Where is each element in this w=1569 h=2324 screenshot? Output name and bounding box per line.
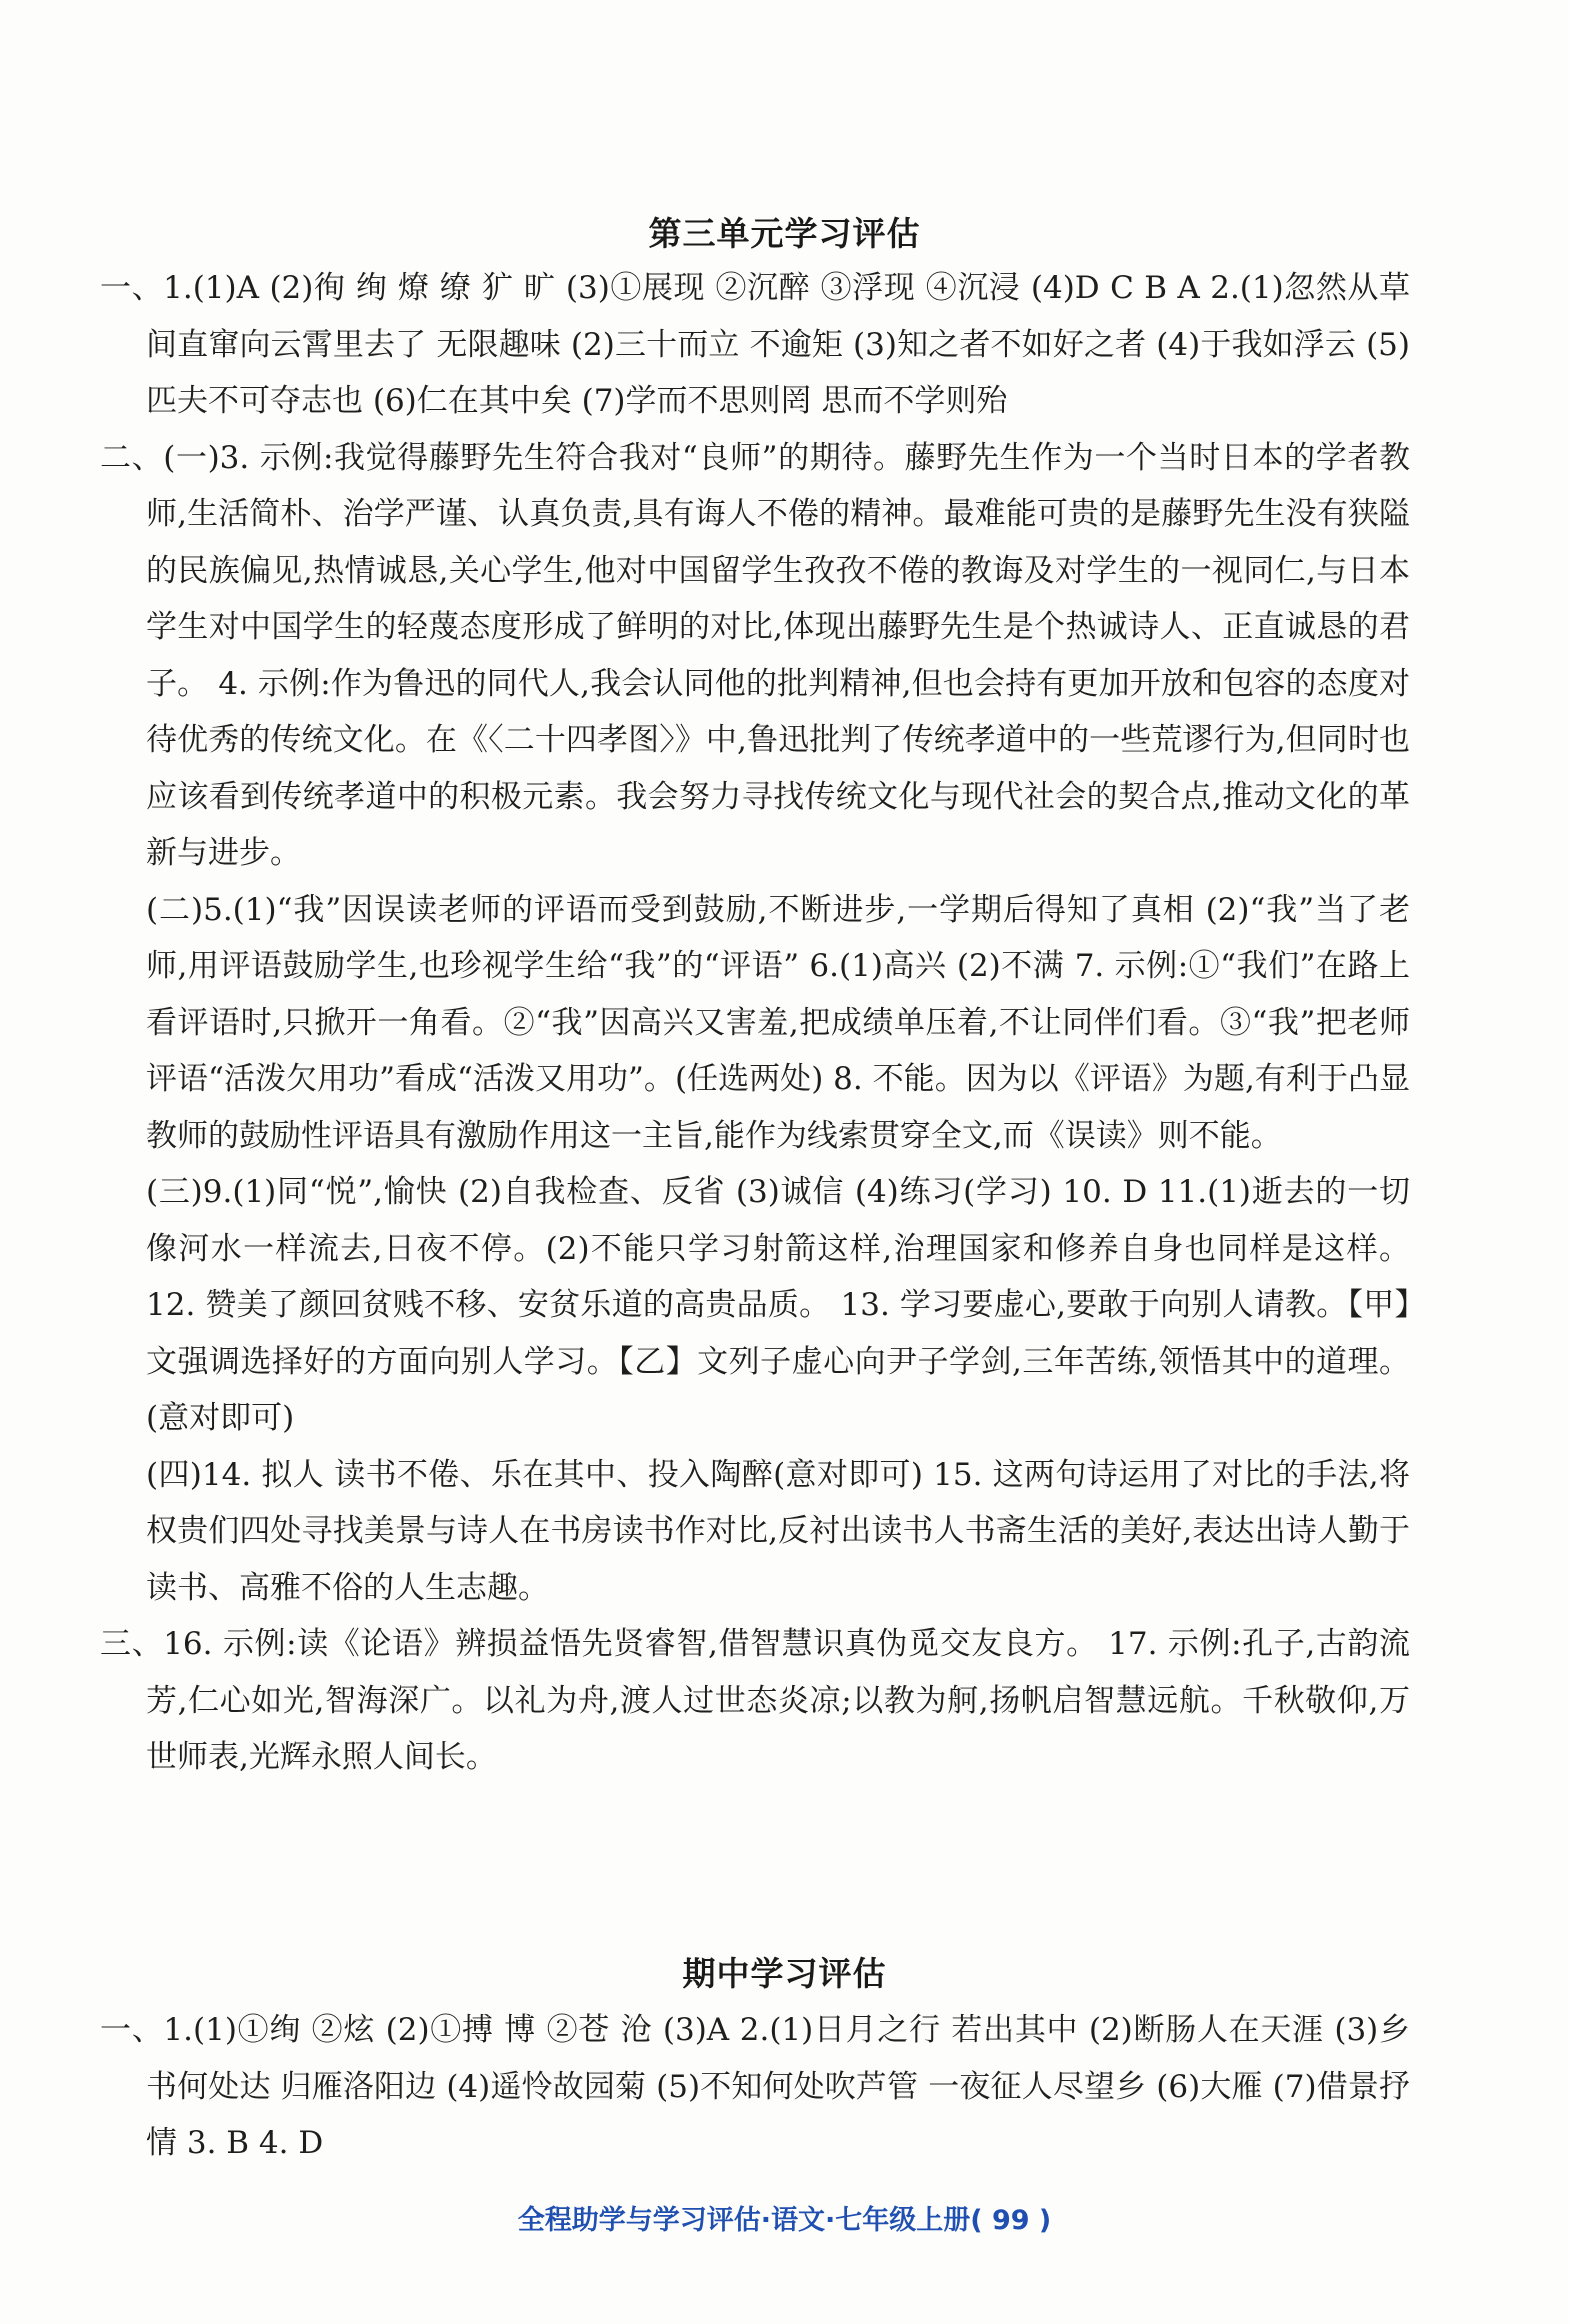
midterm-title: 期中学习评估 [682,1954,887,1993]
page-number: ( 99 ) [970,2205,1052,2236]
midterm-part1-answers: 一、1.(1)①绚 ②炫 (2)①搏 博 ②苍 沧 (3)A 2.(1)日月之行 若出其中 (2)断肠人在天涯 (3)乡书何处达 归雁洛阳边 (4)遥怜故园菊 (5)不知何处吹芦管 一夜征人尽望乡 (6)大雁 (7)借景抒情 3. B 4. D [100,2012,1410,2161]
unit3-title: 第三单元学习评估 [648,214,921,253]
unit3-part2-reading2-answers: (二)5.(1)“我”因误读老师的评语而受到鼓励,不断进步,一学期后得知了真相 (2)“我”当了老师,用评语鼓励学生,也珍视学生给“我”的“评语” 6.(1)高兴 (2)不满 7. 示例:①“我们”在路上看评语时,只掀开一角看。②“我”因高兴又害羞,把成绩单压着,不让同伴们看。③“我”把老师评语“活泼欠用功”看成“活泼又用功”。(任选两处) 8. 不能。因为以《评语》为题,有利于凸显教师的鼓励性评语具有激励作用这一主旨,能作为线索贯穿全文,而《误读》则不能。 [146,891,1410,1154]
page-footer [0,2198,1569,2237]
footer-book-title: 全程助学与学习评估·语文·七年级上册 [517,2205,971,2236]
unit3-part2-reading1-answers: 二、(一)3. 示例:我觉得藤野先生符合我对“良师”的期待。藤野先生作为一个当时日本的学者教师,生活简朴、治学严谨、认真负责,具有诲人不倦的精神。最难能可贵的是藤野先生没有狭隘的民族偏见,热情诚恳,关心学生,他对中国留学生孜孜不倦的教诲及对学生的一视同仁,与日本学生对中国学生的轻蔑态度形成了鲜明的对比,体现出藤野先生是个热诚诗人、正直诚恳的君子。 4. 示例:作为鲁迅的同代人,我会认同他的批判精神,但也会持有更加开放和包容的态度对待优秀的传统文化。在《〈二十四孝图〉》中,鲁迅批判了传统孝道中的一些荒谬行为,但同时也应该看到传统孝道中的积极元素。我会努力寻找传统文化与现代社会的契合点,推动文化的革新与进步。 [100,439,1410,871]
unit3-part2-reading3-answers: (三)9.(1)同“悦”,愉快 (2)自我检查、反省 (3)诚信 (4)练习(学习) 10. D 11.(1)逝去的一切像河水一样流去,日夜不停。(2)不能只学习射箭这样,治理国家和修养自身也同样是这样。 12. 赞美了颜回贫贱不移、安贫乐道的高贵品质。 13. 学习要虚心,要敢于向别人请教。【甲】文强调选择好的方面向别人学习。【乙】文列子虚心向尹子学剑,三年苦练,领悟其中的道理。(意对即可) [146,1174,1410,1436]
midterm-answers [100,2002,1410,2172]
unit3-part2-reading4-answers: (四)14. 拟人 读书不倦、乐在其中、投入陶醉(意对即可) 15. 这两句诗运用了对比的手法,将权贵们四处寻找美景与诗人在书房读书作对比,反衬出读书人书斋生活的美好,表达出诗人勤于读书、高雅不俗的人生志趣。 [146,1456,1410,1606]
unit3-answers [100,260,1410,1786]
unit3-part3-answers: 三、16. 示例:读《论语》辨损益悟先贤睿智,借智慧识真伪觅交友良方。 17. 示例:孔子,古韵流芳,仁心如光,智海深广。以礼为舟,渡人过世态炎凉;以教为舸,扬帆启智慧远航。千秋敬仰,万世师表,光辉永照人间长。 [100,1626,1410,1775]
unit3-part1-answers: 一、1.(1)A (2)徇 绚 燎 缭 犷 旷 (3)①展现 ②沉醉 ③浮现 ④沉浸 (4)D C B A 2.(1)忽然从草间直窜向云霄里去了 无限趣味 (2)三十而立 不逾矩 (3)知之者不如好之者 (4)于我如浮云 (5)匹夫不可夺志也 (6)仁在其中矣 (7)学而不思则罔 思而不学则殆 [100,270,1410,419]
